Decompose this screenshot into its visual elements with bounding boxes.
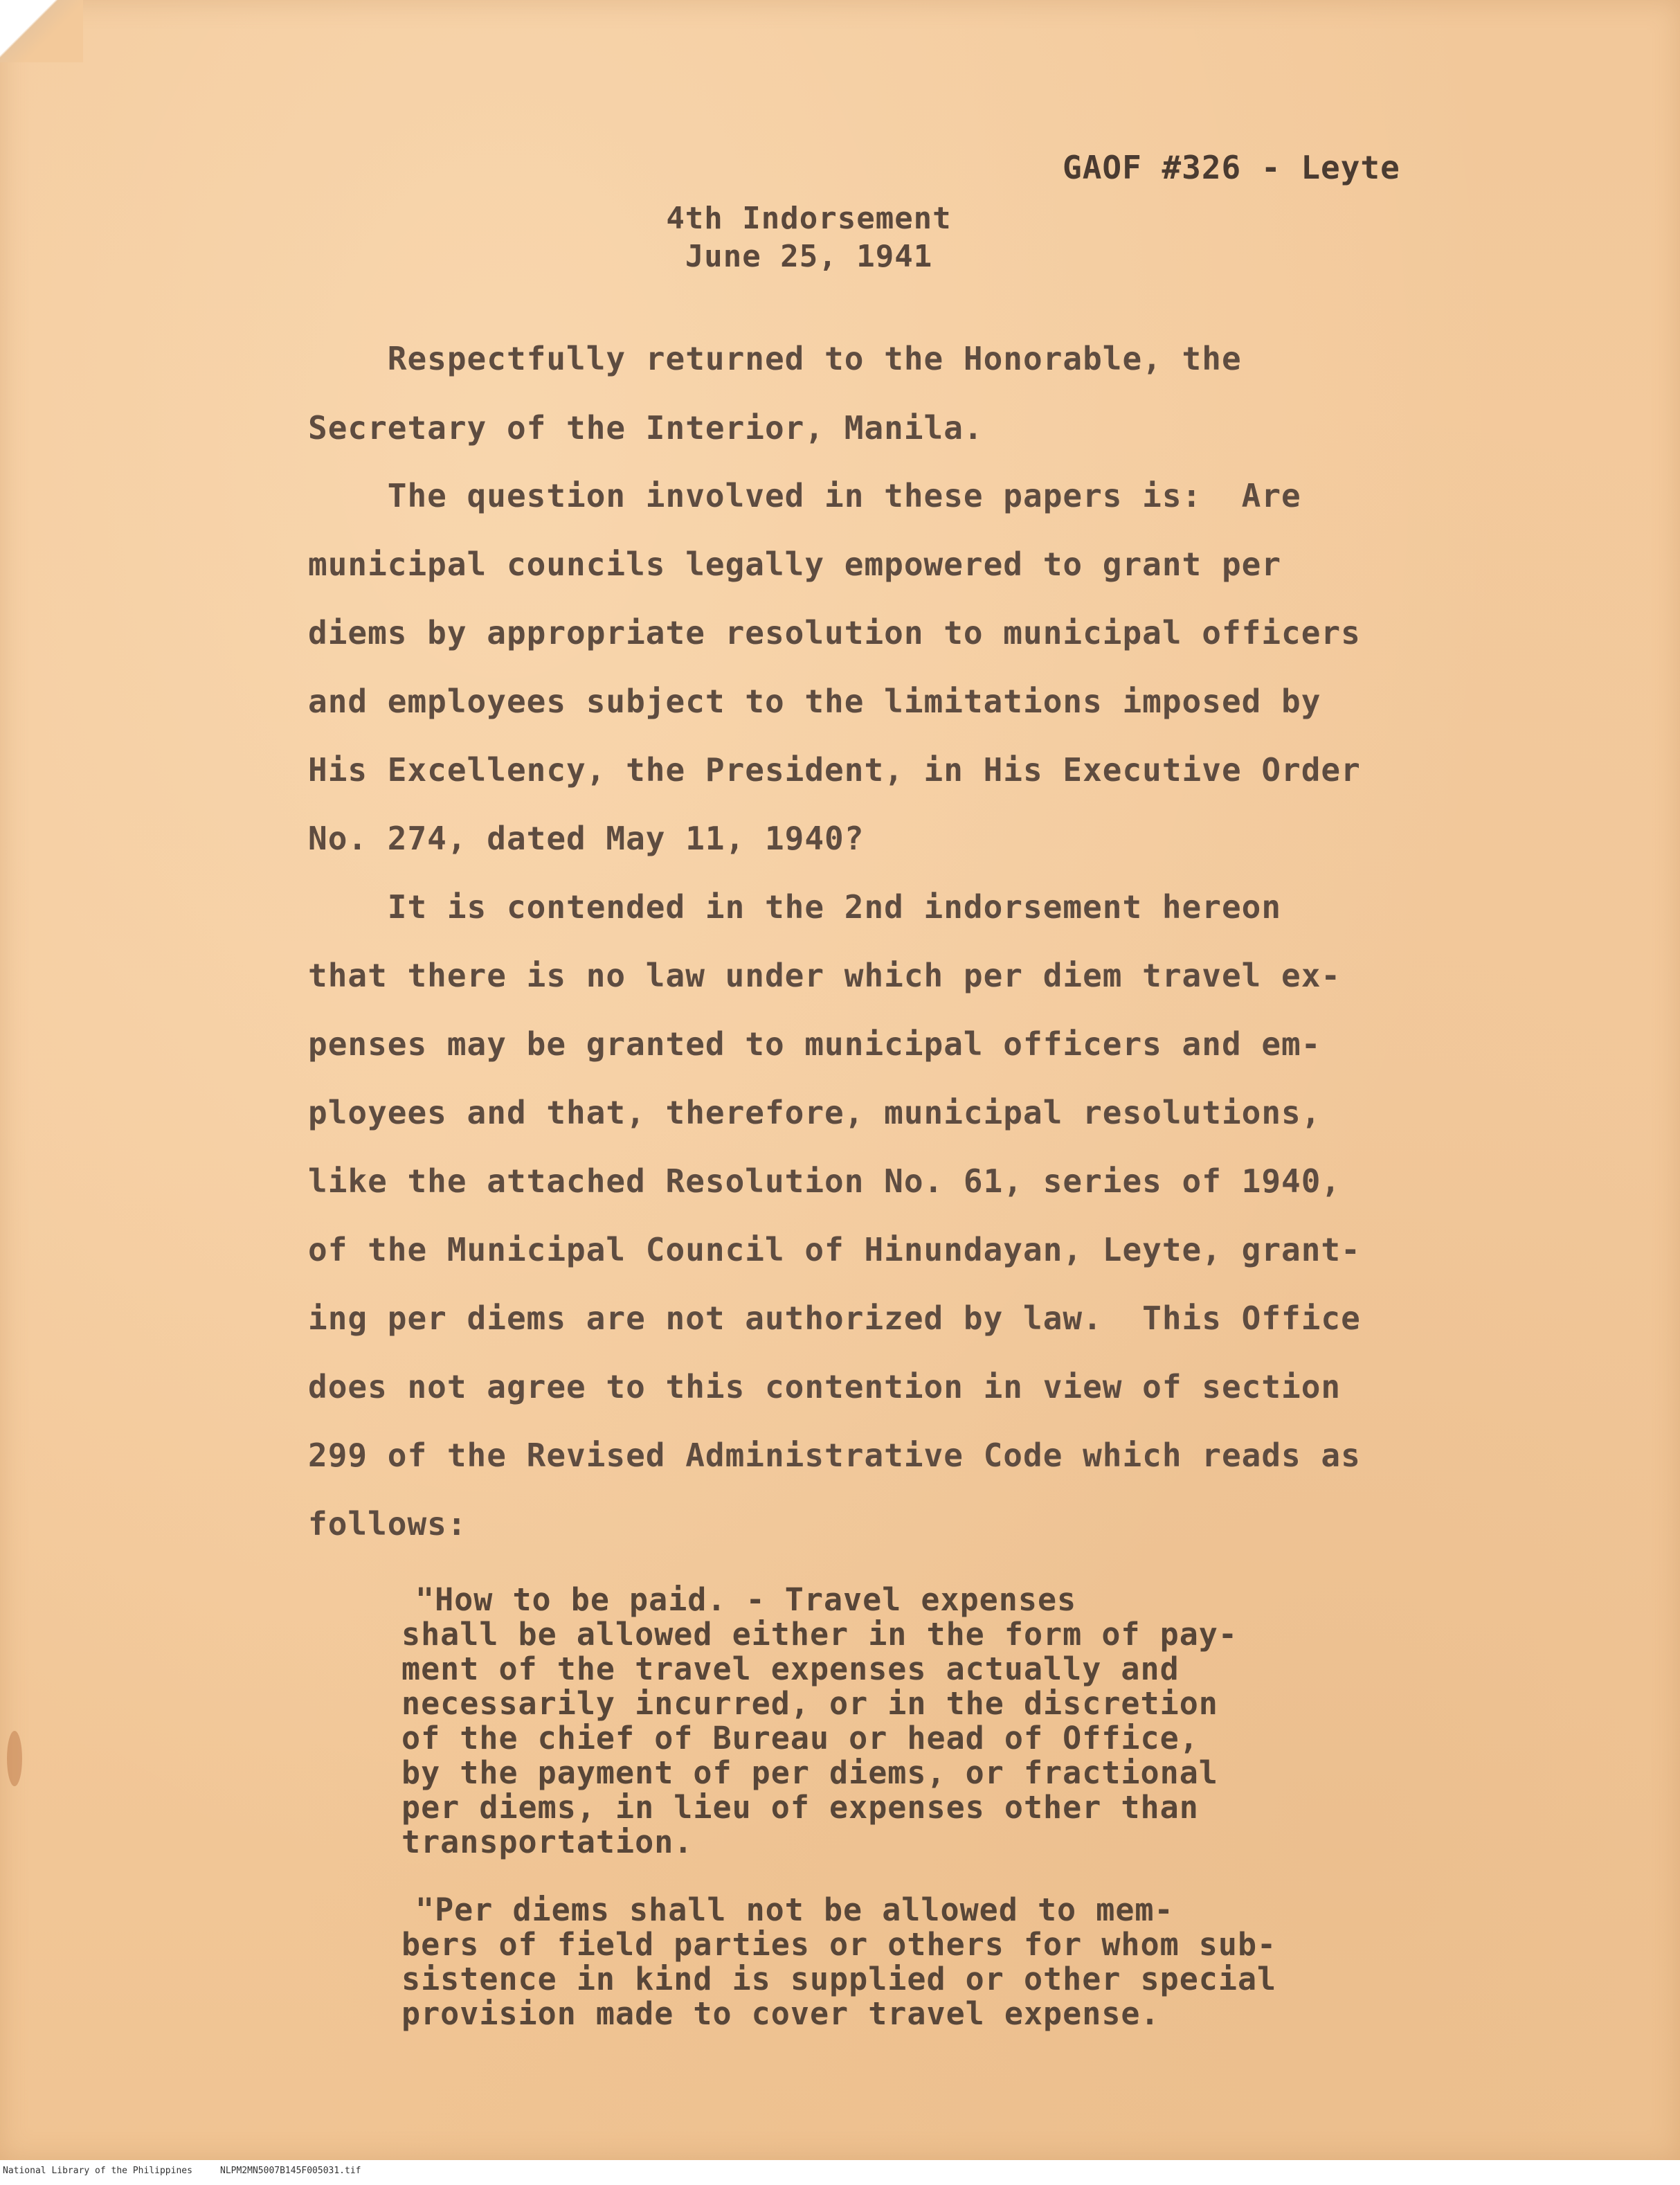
indorsement-date: June 25, 1941 xyxy=(685,239,933,274)
body-line: Respectfully returned to the Honorable, the xyxy=(308,340,1242,377)
file-reference: GAOF #326 - Leyte xyxy=(1063,149,1400,186)
quote-line: provision made to cover travel expense. xyxy=(401,1995,1160,2032)
body-line: like the attached Resolution No. 61, series of 1940, xyxy=(308,1162,1342,1200)
body-line: municipal councils legally empowered to grant per xyxy=(308,546,1282,583)
body-line: 299 of the Revised Administrative Code which reads as xyxy=(308,1437,1361,1474)
body-line: The question involved in these papers is: Are xyxy=(308,477,1301,514)
body-line: that there is no law under which per diem travel ex- xyxy=(308,957,1342,994)
folded-corner xyxy=(0,0,83,62)
quote-line: bers of field parties or others for whom sub- xyxy=(401,1926,1277,1963)
body-line: penses may be granted to municipal officers and em- xyxy=(308,1025,1321,1063)
quote-line: "Per diems shall not be allowed to mem- xyxy=(415,1891,1174,1928)
quote-line: of the chief of Bureau or head of Office, xyxy=(401,1720,1199,1756)
quote-line: transportation. xyxy=(401,1824,694,1860)
quote-line: per diems, in lieu of expenses other than xyxy=(401,1789,1199,1826)
body-line: does not agree to this contention in view of section xyxy=(308,1368,1342,1405)
body-line: Secretary of the Interior, Manila. xyxy=(308,409,984,447)
edge-stain xyxy=(7,1731,22,1786)
quote-line: by the payment of per diems, or fractional xyxy=(401,1754,1218,1791)
quote-line: necessarily incurred, or in the discretion xyxy=(401,1685,1218,1722)
body-line: of the Municipal Council of Hinundayan, Leyte, grant- xyxy=(308,1231,1361,1268)
body-line: It is contended in the 2nd indorsement hereon xyxy=(308,888,1282,926)
footer-filename: NLPM2MN5007B145F005031.tif xyxy=(220,2166,361,2176)
body-line: ing per diems are not authorized by law. This Office xyxy=(308,1300,1361,1337)
footer-institution: National Library of the Philippines xyxy=(3,2166,192,2176)
quote-line: sistence in kind is supplied or other special xyxy=(401,1961,1277,1997)
indorsement-title: 4th Indorsement xyxy=(666,201,952,236)
body-line: follows: xyxy=(308,1505,467,1543)
body-line: No. 274, dated May 11, 1940? xyxy=(308,820,865,857)
body-line: and employees subject to the limitations imposed by xyxy=(308,683,1321,720)
body-line: His Excellency, the President, in His Executive Order xyxy=(308,751,1361,789)
quote-line: shall be allowed either in the form of pay- xyxy=(401,1616,1238,1653)
body-line: diems by appropriate resolution to municipal officers xyxy=(308,614,1361,651)
quote-line: ment of the travel expenses actually and xyxy=(401,1651,1180,1687)
body-line: ployees and that, therefore, municipal resolutions, xyxy=(308,1094,1321,1131)
quote-line: "How to be paid. - Travel expenses xyxy=(415,1581,1077,1618)
